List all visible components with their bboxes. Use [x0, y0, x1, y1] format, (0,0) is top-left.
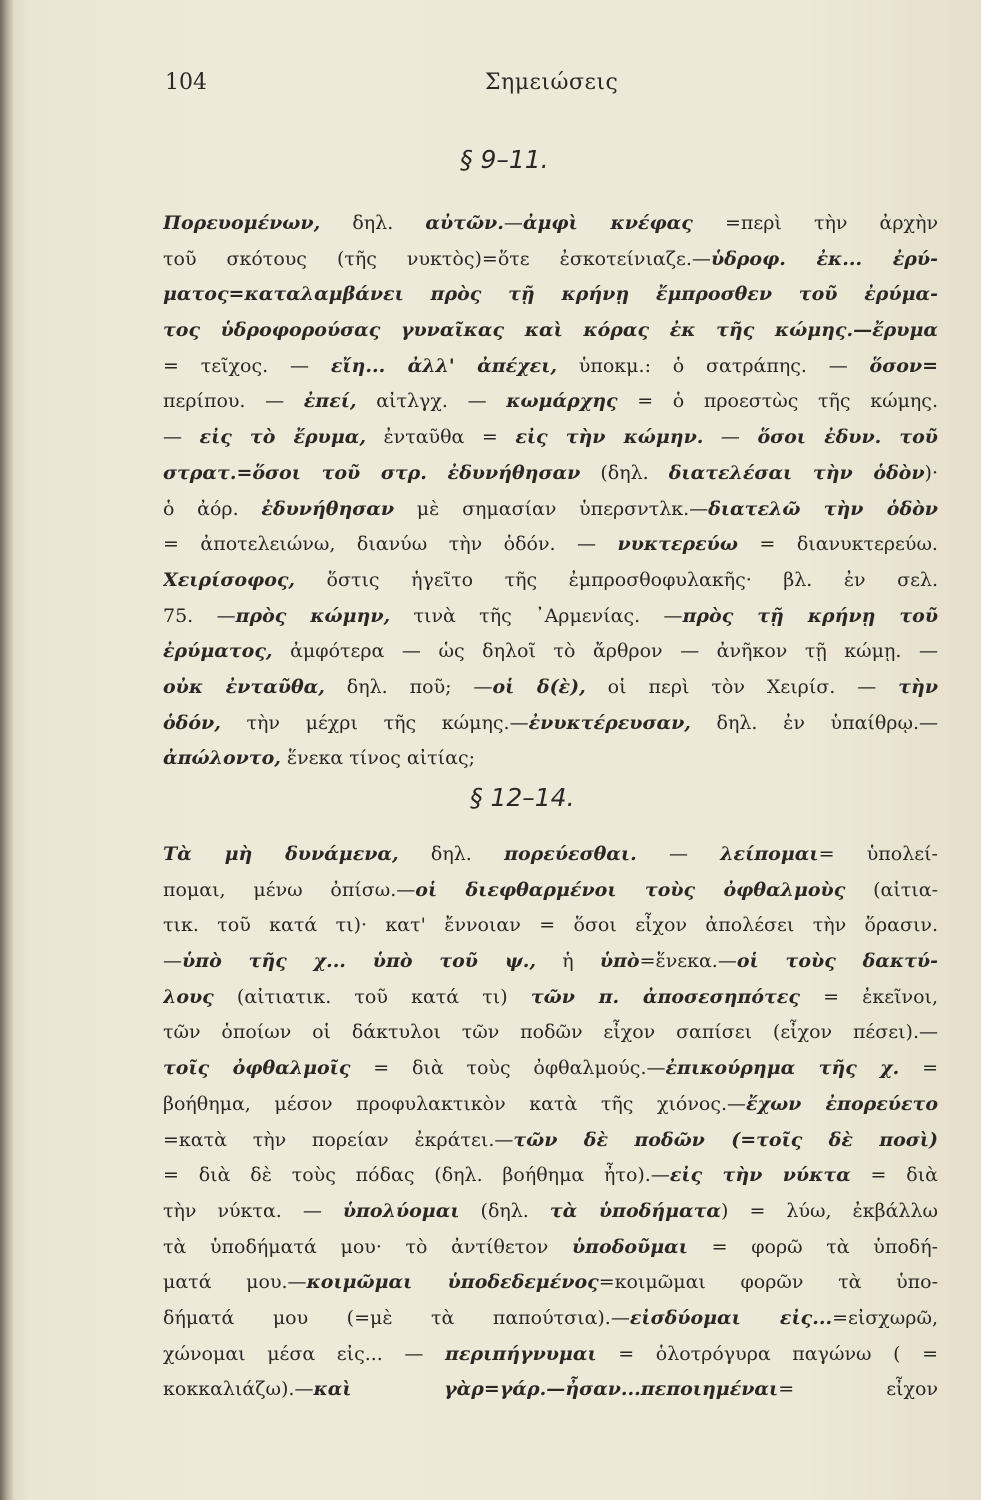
text-line — [163, 1087, 938, 1123]
lemma-text: ἐδυνήθησαν — [261, 497, 395, 520]
gloss-text: — — [636, 843, 721, 865]
page-header — [165, 70, 945, 106]
lemma-text: ὑπὸ — [599, 950, 640, 973]
gloss-text: πομαι, μένω ὀπίσω.— — [163, 878, 416, 901]
lemma-text: τὰ ὑποδήματα — [549, 1199, 722, 1222]
lemma-text: οἱ δ(ὲ), — [492, 675, 586, 698]
gloss-text: = ἀποτελειώνω, διανύω τὴν ὁδόν. — — [163, 533, 618, 556]
text-line — [163, 492, 938, 528]
gloss-text: =ἕνεκα.— — [639, 950, 737, 973]
gloss-text: = διὰ δὲ τοὺς πόδας (δηλ. βοήθημα ἦτο).— — [163, 1164, 670, 1187]
text-line — [163, 1265, 938, 1301]
section-heading-9-11: § 9–11. — [460, 145, 549, 174]
gloss-text: ματά μου.— — [163, 1271, 307, 1294]
lemma-text: ἐνυκτέρευσαν, — [528, 711, 691, 734]
gloss-text: = διὰ τοὺς ὀφθαλμούς.— — [350, 1057, 666, 1080]
lemma-text: διατελῶ τὴν ὁδὸν — [708, 497, 938, 520]
lemma-text: ἀπώλοντο, — [163, 747, 281, 770]
lemma-text: αὐτῶν. — [425, 212, 504, 234]
text-line — [163, 741, 938, 777]
binding-shadow — [0, 0, 14, 1500]
gloss-text: μὲ σημασίαν ὑπερσντλκ.— — [394, 497, 709, 520]
gloss-text: οἱ περὶ τὸν Χειρίσ. — — [585, 675, 899, 698]
text-line — [163, 1123, 938, 1159]
text-line — [163, 837, 938, 873]
gloss-text: βοήθημα, μέσον προφυλακτικὸν κατὰ τῆς χιόνος.— — [163, 1092, 747, 1115]
gloss-text: = ὁλοτρόγυρα παγώνω ( = — [596, 1342, 938, 1365]
gloss-text: — — [703, 426, 758, 449]
text-line — [163, 980, 938, 1016]
text-line — [163, 1194, 938, 1230]
gloss-text: κοκκαλιάζω).— — [163, 1378, 314, 1401]
gloss-text: τινὰ τῆς ᾿Αρμενίας. — — [390, 604, 683, 627]
gloss-text: = διὰ — [850, 1164, 938, 1187]
text-line — [163, 670, 938, 706]
lemma-text: στρατ.=ὅσοι τοῦ στρ. ἐδυνήθησαν — [163, 461, 581, 484]
text-line — [163, 206, 938, 242]
page-number: 104 — [165, 70, 207, 95]
lemma-text: εἰς τὸ ἔρυμα, — [199, 426, 366, 449]
lemma-text: καὶ γὰρ=γάρ.—ἦσαν...πεποιημέναι — [313, 1378, 779, 1401]
gloss-text: (αἰτια- — [845, 878, 938, 901]
gloss-text: τικ. τοῦ κατά τι)· κατ' ἔννοιαν = ὅσοι εἶχον ἀπολέσει τὴν ὅρασιν. — [163, 914, 938, 937]
text-line — [163, 873, 938, 909]
text-line — [163, 384, 938, 420]
lemma-text: εἰς τὴν κώμην. — [515, 426, 704, 449]
gloss-text: δηλ. ἐν ὑπαίθρῳ.— — [690, 711, 938, 734]
text-line — [163, 1158, 938, 1194]
gloss-text: = ἐκεῖνοι, — [799, 985, 938, 1008]
gloss-text: = — [899, 1057, 938, 1080]
gloss-text: = εἶχον — [778, 1378, 938, 1401]
gloss-text: =κατὰ τὴν πορείαν ἐκράτει.— — [163, 1128, 514, 1151]
lemma-text: τοῖς ὀφθαλμοῖς — [163, 1057, 351, 1080]
gloss-text: = φορῶ τὰ ὑποδή- — [687, 1235, 938, 1258]
lemma-text: τῶν δὲ ποδῶν (=τοῖς δὲ ποσὶ) — [513, 1128, 938, 1151]
gloss-text: — — [163, 426, 200, 449]
lemma-text: Τὰ μὴ δυνάμενα, — [163, 843, 399, 865]
gloss-text: — — [503, 212, 523, 234]
gloss-text: δηλ. ποῦ; — — [324, 675, 493, 698]
lemma-text: νυκτερεύω — [617, 533, 738, 556]
lemma-text: ἐπικούρημα τῆς χ. — [665, 1057, 900, 1080]
text-line — [163, 277, 938, 313]
lemma-text: εἴη... ἀλλ' ἀπέχει, — [330, 354, 558, 377]
lemma-text: εἰς τὴν νύκτα — [669, 1164, 851, 1187]
lemma-text: οἱ τοὺς δακτύ- — [736, 950, 938, 973]
gloss-text: ἀμφότερα — ὡς δηλοῖ τὸ ἄρθρον — ἀνῆκον τῇ κώμῃ. — — [272, 640, 938, 663]
lemma-text: ἔχων ἐπορεύετο — [746, 1092, 938, 1115]
lemma-text: πρὸς τῇ κρήνῃ τοῦ — [682, 604, 938, 627]
lemma-text: ἐπεί, — [303, 390, 357, 413]
lemma-text: τος ὑδροφορούσας γυναῖκας καὶ κόρας ἐκ τῆς κώμης.—ἔρυμα — [163, 319, 938, 342]
gloss-text: = τεῖχος. — — [163, 354, 331, 377]
lemma-text: ἐρύματος, — [163, 640, 273, 663]
gloss-text: ἕνεκα τίνος αἰτίας; — [280, 747, 475, 770]
gloss-text: τὴν μέχρι τῆς κώμης.— — [220, 711, 529, 734]
text-line — [163, 908, 938, 944]
lemma-text: τῶν π. ἀποσεσηπότες — [530, 985, 800, 1008]
text-line — [163, 420, 938, 456]
gloss-text: ) = λύω, ἐκβάλλω — [721, 1199, 938, 1222]
gloss-text: δηλ. — [398, 843, 505, 865]
notes-block-9-11 — [163, 206, 938, 777]
gloss-text: τὰ ὑποδήματά μου· τὸ ἀντίθετον — [163, 1235, 572, 1258]
text-line — [163, 1337, 938, 1373]
lemma-text: διατελέσαι τὴν ὁδὸν — [668, 461, 925, 484]
gloss-text: )· — [924, 461, 938, 484]
text-line — [163, 944, 938, 980]
text-line — [163, 242, 938, 278]
lemma-text: ὅσον= — [869, 354, 938, 377]
running-title: Σημειώσεις — [485, 70, 619, 95]
notes-block-12-14 — [163, 837, 938, 1408]
lemma-text: πορεύεσθαι. — [504, 843, 637, 865]
gloss-text: (αἰτιατικ. τοῦ κατά τι) — [213, 985, 531, 1008]
gloss-text: ὅστις ἡγεῖτο τῆς ἐμπροσθοφυλακῆς· βλ. ἐν σελ. — [295, 568, 938, 591]
lemma-text: κοιμῶμαι ὑποδεδεμένος — [306, 1271, 599, 1294]
lemma-text: ὑποδοῦμαι — [571, 1235, 688, 1258]
text-line — [163, 634, 938, 670]
lemma-text: λους — [163, 985, 214, 1008]
text-line — [163, 1015, 938, 1051]
text-line — [163, 349, 938, 385]
gloss-text: ὑποκμ.: ὁ σατράπης. — — [557, 354, 870, 377]
lemma-text: περιπήγνυμαι — [445, 1342, 597, 1365]
lemma-text: πρὸς κώμην, — [235, 604, 391, 627]
gloss-text: ἡ — [535, 950, 600, 973]
gloss-text: ἐνταῦθα = — [365, 426, 516, 449]
lemma-text: ἀμφὶ κνέφας — [522, 212, 693, 234]
text-line — [163, 1051, 938, 1087]
gloss-text: = διανυκτερεύω. — [737, 533, 938, 556]
gloss-text: =κοιμῶμαι φορῶν τὰ ὑπο- — [598, 1271, 938, 1294]
text-line — [163, 706, 938, 742]
gloss-text: ὁ ἀόρ. — [163, 497, 262, 520]
gloss-text: τὴν νύκτα. — — [163, 1199, 343, 1222]
gloss-text: περίπου. — — [163, 390, 304, 413]
lemma-text: ματος=καταλαμβάνει πρὸς τῇ κρήνῃ ἔμπροσθεν τοῦ ἐρύμα- — [163, 283, 938, 306]
lemma-text: κωμάρχης — [506, 390, 618, 413]
gloss-text: = ὑπολεί- — [818, 843, 938, 865]
text-line — [163, 527, 938, 563]
gloss-text: τῶν ὁποίων οἱ δάκτυλοι τῶν ποδῶν εἶχον σαπίσει (εἶχον πέσει).— — [163, 1021, 938, 1044]
lemma-text: λείπομαι — [720, 843, 819, 865]
text-line — [163, 456, 938, 492]
lemma-text: Πορευομένων, — [163, 212, 321, 234]
gloss-text: =περὶ τὴν ἀρχὴν — [692, 212, 938, 234]
text-line — [163, 1301, 938, 1337]
lemma-text: ὁδόν, — [163, 711, 221, 734]
gloss-text: αἰτλγχ. — — [356, 390, 507, 413]
gloss-text: τοῦ σκότους (τῆς νυκτὸς)=ὅτε ἐσκοτείνιαζε.— — [163, 247, 711, 270]
gloss-text: (δηλ. — [580, 461, 669, 484]
section-heading-12-14: § 12–14. — [470, 783, 575, 812]
gloss-text: δήματά μου (=μὲ τὰ παπούτσια).— — [163, 1306, 630, 1329]
gloss-text: (δηλ. — [459, 1199, 550, 1222]
text-line — [163, 1230, 938, 1266]
gloss-text: =εἰσχωρῶ, — [832, 1306, 938, 1329]
lemma-text: τὴν — [898, 675, 938, 698]
lemma-text: ὅσοι ἐδυν. τοῦ — [757, 426, 938, 449]
text-line — [163, 599, 938, 635]
lemma-text: οὐκ ἐνταῦθα, — [163, 675, 325, 698]
lemma-text: εἰσδύομαι εἰς... — [629, 1306, 833, 1329]
lemma-text: ὑπὸ τῆς χ... ὑπὸ τοῦ ψ., — [182, 950, 536, 973]
text-line — [163, 1372, 938, 1408]
gloss-text: = ὁ προεστὼς τῆς κώμης. — [617, 390, 938, 413]
text-line — [163, 563, 938, 599]
gloss-text: δηλ. — [320, 212, 426, 234]
lemma-text: οἱ διεφθαρμένοι τοὺς ὀφθαλμοὺς — [415, 878, 846, 901]
text-line — [163, 313, 938, 349]
gloss-text: χώνομαι μέσα εἰς... — — [163, 1342, 446, 1365]
lemma-text: ὑπολύομαι — [342, 1199, 460, 1222]
gloss-text: 75. — — [163, 604, 236, 627]
lemma-text: ὑδροφ. ἐκ... ἐρύ- — [710, 247, 938, 270]
lemma-text: Χειρίσοφος, — [163, 568, 296, 591]
gloss-text: — — [163, 950, 182, 973]
